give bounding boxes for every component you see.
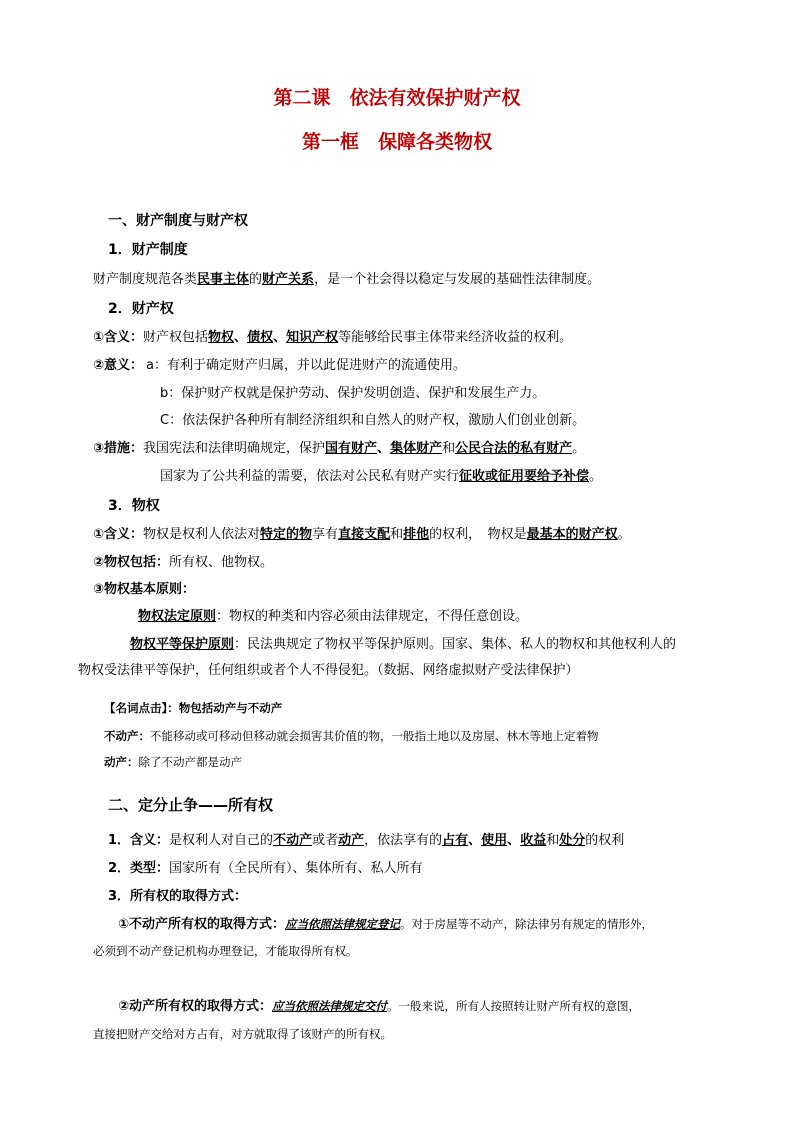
text: 国家为了公共利益的需要，依法对公民私有财产实行: [160, 469, 460, 484]
text: 。: [572, 441, 586, 456]
ownership-meaning: [108, 832, 624, 850]
text: 、: [273, 330, 287, 345]
item-label: ①含义：: [93, 527, 144, 542]
immovable-acquisition-2: 必须到不动产登记机构办理登记，才能取得所有权。: [93, 944, 358, 958]
text: 、: [468, 833, 482, 848]
text: 等能够给民事主体带来经济收益的权利。: [338, 330, 573, 345]
key-term: 占有: [442, 833, 469, 848]
item-label: ②物权包括：: [93, 555, 170, 570]
key-term: 物权: [208, 330, 235, 345]
ownership-acquire-heading: 3．所有权的取得方式：: [108, 889, 248, 904]
key-term: 应当依照法律规定登记: [285, 917, 401, 931]
text: 、: [234, 330, 248, 345]
section-1-heading: 一、财产制度与财产权: [108, 213, 248, 229]
text: 是权利人对自己的: [169, 833, 274, 848]
item-label: ①不动产所有权的取得方式：: [118, 917, 286, 932]
immovable-definition: [104, 727, 599, 745]
principle-statutory: [138, 608, 528, 626]
key-term: 债权: [247, 330, 274, 345]
text: 。对于房屋等不动产，除法律另有规定的情形外，: [400, 917, 654, 931]
text: 。一般来说，所有人按照转让财产所有权的意图，: [387, 999, 641, 1013]
text: 财产权包括: [143, 330, 209, 345]
real-right-meaning: [93, 526, 631, 544]
key-term: 处分: [559, 833, 586, 848]
text: 和: [546, 833, 560, 848]
property-right-measures-2: [160, 468, 602, 486]
text: ，依法享有的: [364, 833, 443, 848]
text: 国家所有（全民所有）、集体所有、私人所有: [169, 861, 423, 876]
key-term: 特定的物: [260, 527, 313, 542]
significance-a: a：有利于确定财产归属，并以此促进财产的流通使用。: [146, 358, 466, 373]
text: 或者: [312, 833, 339, 848]
key-term: 最基本的财产权: [526, 527, 618, 542]
key-term: 使用: [481, 833, 508, 848]
key-term: 动产: [338, 833, 365, 848]
key-term: 民事主体: [197, 272, 250, 287]
key-term: 物权平等保护原则: [130, 637, 235, 652]
text: 我国宪法和法律明确规定，保护: [143, 441, 326, 456]
significance-c: C：依法保护各种所有制经济组织和自然人的财产权，激励人们创业创新。: [160, 413, 586, 428]
real-right-includes: [93, 554, 273, 572]
key-term: 公民合法的私有财产: [455, 441, 573, 456]
item-label: ②意义：: [93, 358, 144, 373]
real-right-principles-label: ③物权基本原则：: [93, 582, 196, 597]
property-system-paragraph: [93, 271, 600, 289]
text: 、: [507, 833, 521, 848]
text: 的: [249, 272, 263, 287]
property-right-measures: [93, 440, 585, 458]
item-label: 1．含义：: [108, 833, 170, 848]
text: 财产制度规范各类: [93, 272, 198, 287]
key-term: 国有财产: [325, 441, 378, 456]
key-term: 应当依照法律规定交付: [272, 999, 388, 1013]
ownership-types: [108, 860, 423, 878]
text: 的权利: [585, 833, 625, 848]
movable-definition: [104, 753, 242, 771]
term-label: 不动产：: [104, 729, 150, 743]
term-label: 动产：: [104, 755, 139, 769]
subsection-property-right-heading: 2．财产权: [108, 301, 174, 317]
text: ：民法典规定了物权平等保护原则。国家、集体、私人的物权和其他权利人的: [234, 637, 677, 652]
note-label: 【名词点击】：: [104, 701, 179, 715]
text: 除了不动产都是动产: [138, 755, 242, 769]
item-label: ②动产所有权的取得方式：: [118, 999, 273, 1014]
text: ，是一个社会得以稳定与发展的基础性法律制度。: [314, 272, 601, 287]
subsection-real-right-heading: 3．物权: [108, 498, 160, 514]
key-term: 排他: [403, 527, 430, 542]
text: 和: [390, 527, 404, 542]
text: 、: [377, 441, 391, 456]
text: 享有: [312, 527, 339, 542]
text: 所有权、他物权。: [169, 555, 274, 570]
movable-acquisition-2: 直接把财产交给对方占有，对方就取得了该财产的所有权。: [93, 1027, 392, 1041]
key-term: 集体财产: [390, 441, 443, 456]
text: 和: [442, 441, 456, 456]
key-term: 财产关系: [262, 272, 315, 287]
key-term: 直接支配: [338, 527, 391, 542]
subsection-property-system-heading: 1．财产制度: [108, 242, 188, 258]
text: 。: [617, 527, 631, 542]
text: 的权利， 物权是: [429, 527, 527, 542]
item-label: ③措施：: [93, 441, 144, 456]
principle-equal-protection-2: 物权受法律平等保护，任何组织或者个人不得侵犯。（数据、网络虚拟财产受法律保护）: [78, 663, 579, 678]
key-term: 知识产权: [286, 330, 339, 345]
key-term: 征收或征用要给予补偿: [459, 469, 590, 484]
movable-acquisition: [118, 997, 640, 1016]
page-subtitle: 第一框 保障各类物权: [301, 131, 492, 153]
text: 物包括动产与不动产: [178, 701, 283, 715]
significance-b: b：保护财产权就是保护劳动、保护发明创造、保护和发展生产力。: [160, 386, 546, 401]
section-2-heading: 二、定分止争——所有权: [108, 796, 274, 814]
key-term: 收益: [520, 833, 547, 848]
item-label: ①含义：: [93, 330, 144, 345]
page-title: 第二课 依法有效保护财产权: [273, 87, 521, 109]
text: 不能移动或可移动但移动就会损害其价值的物，一般指土地以及房屋、林木等地上定着物: [150, 729, 599, 743]
immovable-acquisition: [118, 915, 653, 934]
text: ：物权的种类和内容必须由法律规定，不得任意创设。: [216, 609, 529, 624]
term-note-heading: [104, 699, 282, 717]
item-label: 2．类型：: [108, 861, 170, 876]
key-term: 不动产: [273, 833, 313, 848]
key-term: 物权法定原则: [138, 609, 217, 624]
property-right-meaning: [93, 329, 572, 347]
principle-equal-protection: [130, 636, 676, 654]
text: 物权是权利人依法对: [143, 527, 261, 542]
text: 。: [589, 469, 603, 484]
